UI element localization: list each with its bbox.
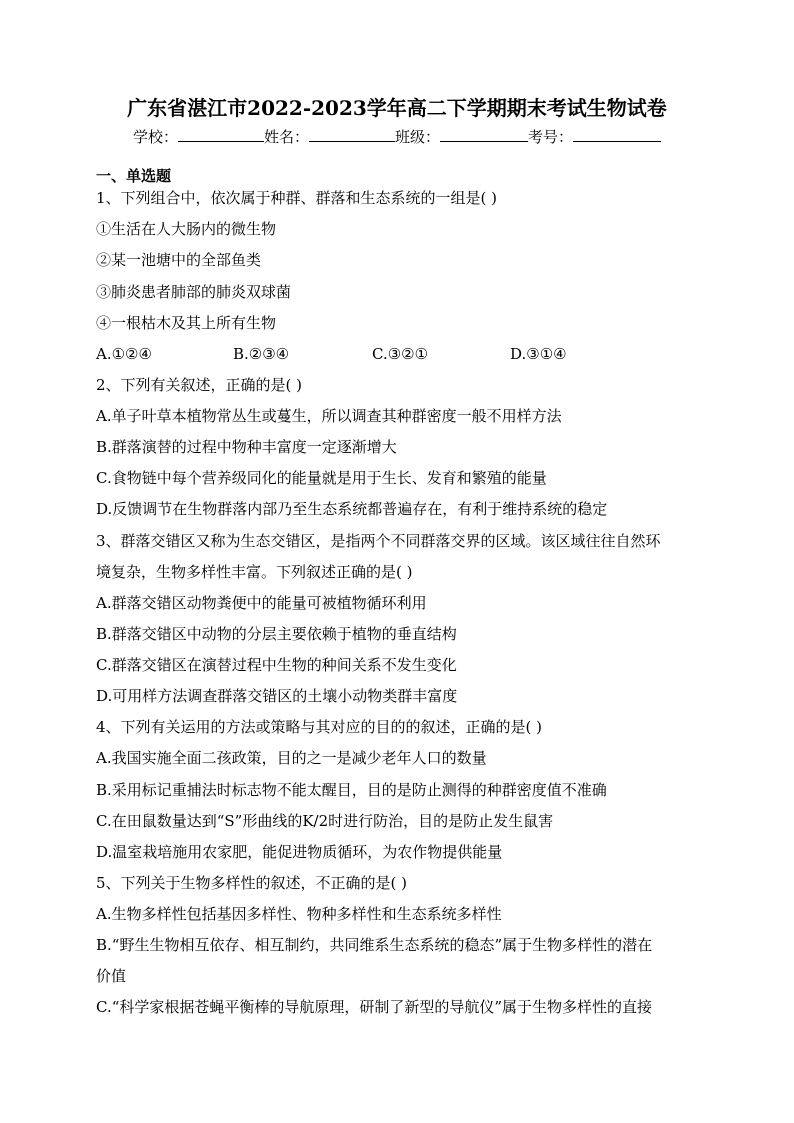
class-label: 班级： [395,128,441,146]
q1-option-c: C.③②① [372,345,429,363]
name-blank[interactable] [309,124,395,142]
q1-item-4: ④一根枯木及其上所有生物 [96,314,277,332]
q3-option-d: D.可用样方法调查群落交错区的土壤小动物类群丰富度 [96,687,458,705]
q3-stem-line-1: 3、群落交错区又称为生态交错区，是指两个不同群落交界的区域。该区域往往自然环 [96,532,661,550]
q5-option-c: C.“科学家根据苍蝇平衡棒的导航原理，研制了新型的导航仪”属于生物多样性的直接 [96,998,653,1016]
q2-option-c: C.食物链中每个营养级同化的能量就是用于生长、发育和繁殖的能量 [96,469,547,487]
q5-option-b-continued: 价值 [96,967,127,985]
q1-item-3: ③肺炎患者肺部的肺炎双球菌 [96,283,292,301]
q5-option-b: B.“野生生物相互依存、相互制约，共同维系生态系统的稳态”属于生物多样性的潜在 [96,936,653,954]
section-heading: 一、单选题 [96,167,172,185]
q3-option-b: B.群落交错区中动物的分层主要依赖于植物的垂直结构 [96,625,457,643]
school-label: 学校： [132,128,178,146]
q4-option-d: D.温室栽培施用农家肥，能促进物质循环，为农作物提供能量 [96,843,503,861]
q5-stem: 5、下列关于生物多样性的叙述，不正确的是( ) [96,874,408,892]
q1-stem: 1、下列组合中，依次属于种群、群落和生态系统的一组是( ) [96,189,498,207]
class-blank[interactable] [440,124,528,142]
q3-option-a: A.群落交错区动物粪便中的能量可被植物循环利用 [96,594,427,612]
q1-item-1: ①生活在人大肠内的微生物 [96,220,277,238]
q3-stem-line-2: 境复杂，生物多样性丰富。下列叙述正确的是( ) [96,563,413,581]
q1-item-2: ②某一池塘中的全部鱼类 [96,251,262,269]
exam-number-label: 考号： [528,128,574,146]
q3-option-c: C.群落交错区在演替过程中生物的种间关系不发生变化 [96,656,457,674]
q5-option-a: A.生物多样性包括基因多样性、物种多样性和生态系统多样性 [96,905,502,923]
q4-option-b: B.采用标记重捕法时标志物不能太醒目，目的是防止测得的种群密度值不准确 [96,781,607,799]
q1-option-d: D.③①④ [510,345,567,363]
name-label: 姓名： [263,128,309,146]
q4-option-a: A.我国实施全面二孩政策，目的之一是减少老年人口的数量 [96,749,487,767]
q2-option-d: D.反馈调节在生物群落内部乃至生态系统都普遍存在，有利于维持系统的稳定 [96,500,608,518]
q2-option-b: B.群落演替的过程中物种丰富度一定逐渐增大 [96,438,397,456]
q4-option-c: C.在田鼠数量达到“S”形曲线的K/2时进行防治，目的是防止发生鼠害 [96,812,554,830]
student-info-row [0,124,794,149]
q1-option-a: A.①②④ [96,345,152,363]
q1-option-b: B.②③④ [233,345,290,363]
page-title: 广东省湛江市2022-2023学年高二下学期期末考试生物试卷 [127,96,667,120]
q2-option-a: A.单子叶草本植物常丛生或蔓生，所以调查其种群密度一般不用样方法 [96,407,562,425]
q4-stem: 4、下列有关运用的方法或策略与其对应的目的的叙述，正确的是( ) [96,718,543,736]
school-blank[interactable] [178,124,264,142]
q2-stem: 2、下列有关叙述，正确的是( ) [96,376,303,394]
exam-number-blank[interactable] [573,124,661,142]
